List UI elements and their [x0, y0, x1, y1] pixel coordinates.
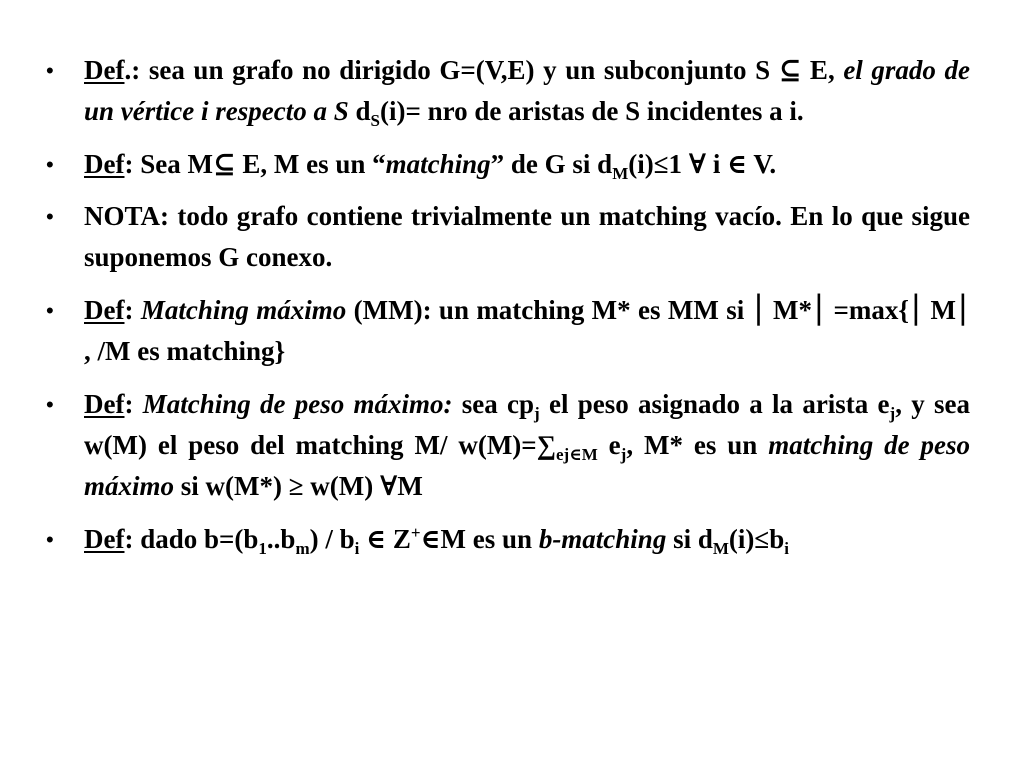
- subset-symbol: ⊆: [212, 149, 236, 179]
- abs-bar: ⎮: [812, 295, 827, 326]
- bullet-list: [46, 50, 970, 572]
- subscript: i: [354, 539, 360, 558]
- text-segment: , /M es matching}: [84, 336, 286, 366]
- italic-text: Matching de peso máximo:: [142, 389, 453, 419]
- bullet-marker: •: [46, 204, 54, 229]
- text-segment: E, M es un “: [235, 149, 386, 179]
- bullet-marker: •: [46, 152, 54, 177]
- subscript: j: [620, 445, 627, 464]
- text-segment: M*: [765, 295, 813, 325]
- nota-matching-vacio: [46, 196, 970, 278]
- subscript: S: [370, 111, 380, 130]
- subscript: j: [889, 404, 896, 423]
- text-segment: ∈ Z: [359, 524, 411, 554]
- text-segment: : dado b=(b: [124, 524, 259, 554]
- text-segment: ..b: [266, 524, 296, 554]
- text-segment: , M* es un: [626, 430, 769, 460]
- text-segment: NOTA: todo grafo contiene trivialmente un matching vacío. En lo que sigue suponemos G conexo.: [84, 201, 970, 272]
- italic-text: Matching máximo: [140, 295, 347, 325]
- text-segment: :: [124, 295, 141, 325]
- bullet-marker: •: [46, 527, 54, 552]
- abs-bar: ⎮: [955, 295, 971, 326]
- text-segment: (i)= nro de aristas de S incidentes a i.: [379, 96, 804, 126]
- text-segment: , y sea w(M) el peso del matching M/ w(M)=∑: [84, 389, 970, 460]
- definition-grado-vertice: [46, 50, 970, 132]
- italic-text: matching: [385, 149, 491, 179]
- subscript: j: [534, 404, 540, 423]
- text-segment: (i)≤1 ∀ i ∈ V.: [628, 149, 777, 179]
- bullet-marker: •: [46, 392, 54, 417]
- definition-matching-peso-maximo: [46, 384, 970, 507]
- text-segment: ∈M es un: [420, 524, 539, 554]
- text-segment: sea cp: [452, 389, 535, 419]
- text-segment: :: [124, 389, 143, 419]
- italic-text: matching de peso máximo: [84, 430, 970, 501]
- text-segment: si d: [666, 524, 713, 554]
- subscript: 1: [258, 539, 267, 558]
- text-segment: (MM): un matching M* es MM si: [346, 295, 752, 325]
- text-segment: el peso asignado a la arista e: [539, 389, 890, 419]
- definition-matching-maximo: [46, 290, 970, 372]
- subset-symbol: ⊆: [778, 55, 802, 85]
- text-segment: : Sea M: [124, 149, 213, 179]
- text-segment: ” de G si d: [490, 149, 613, 179]
- def-label: Def: [84, 389, 125, 419]
- bullet-marker: •: [46, 58, 54, 83]
- text-segment: e: [597, 430, 621, 460]
- text-segment: ) / b: [309, 524, 355, 554]
- text-segment: =max{: [826, 295, 910, 325]
- abs-bar: ⎮: [751, 295, 766, 326]
- text-segment: M: [923, 295, 956, 325]
- definition-b-matching: [46, 519, 970, 560]
- subscript: M: [712, 539, 729, 558]
- text-segment: .: sea un grafo no dirigido G=(V,E) y un subconjunto S: [124, 55, 779, 85]
- def-label: Def: [84, 55, 125, 85]
- definition-matching: [46, 144, 970, 185]
- text-segment: si w(M*) ≥ w(M) ∀M: [174, 471, 423, 501]
- text-segment: d: [348, 96, 371, 126]
- superscript: +: [410, 523, 421, 542]
- italic-text: el grado de un vértice i respecto a S: [84, 55, 971, 126]
- text-segment: (i)≤b: [728, 524, 785, 554]
- bullet-marker: •: [46, 298, 54, 323]
- text-segment: E,: [801, 55, 844, 85]
- italic-text: b-matching: [538, 524, 667, 554]
- subscript: ej∈M: [555, 445, 598, 464]
- def-label: Def: [84, 149, 125, 179]
- abs-bar: ⎮: [909, 295, 924, 326]
- subscript: M: [612, 164, 629, 183]
- subscript: m: [295, 539, 310, 558]
- def-label: Def: [84, 295, 125, 325]
- def-label: Def: [84, 524, 125, 554]
- subscript: i: [784, 539, 789, 558]
